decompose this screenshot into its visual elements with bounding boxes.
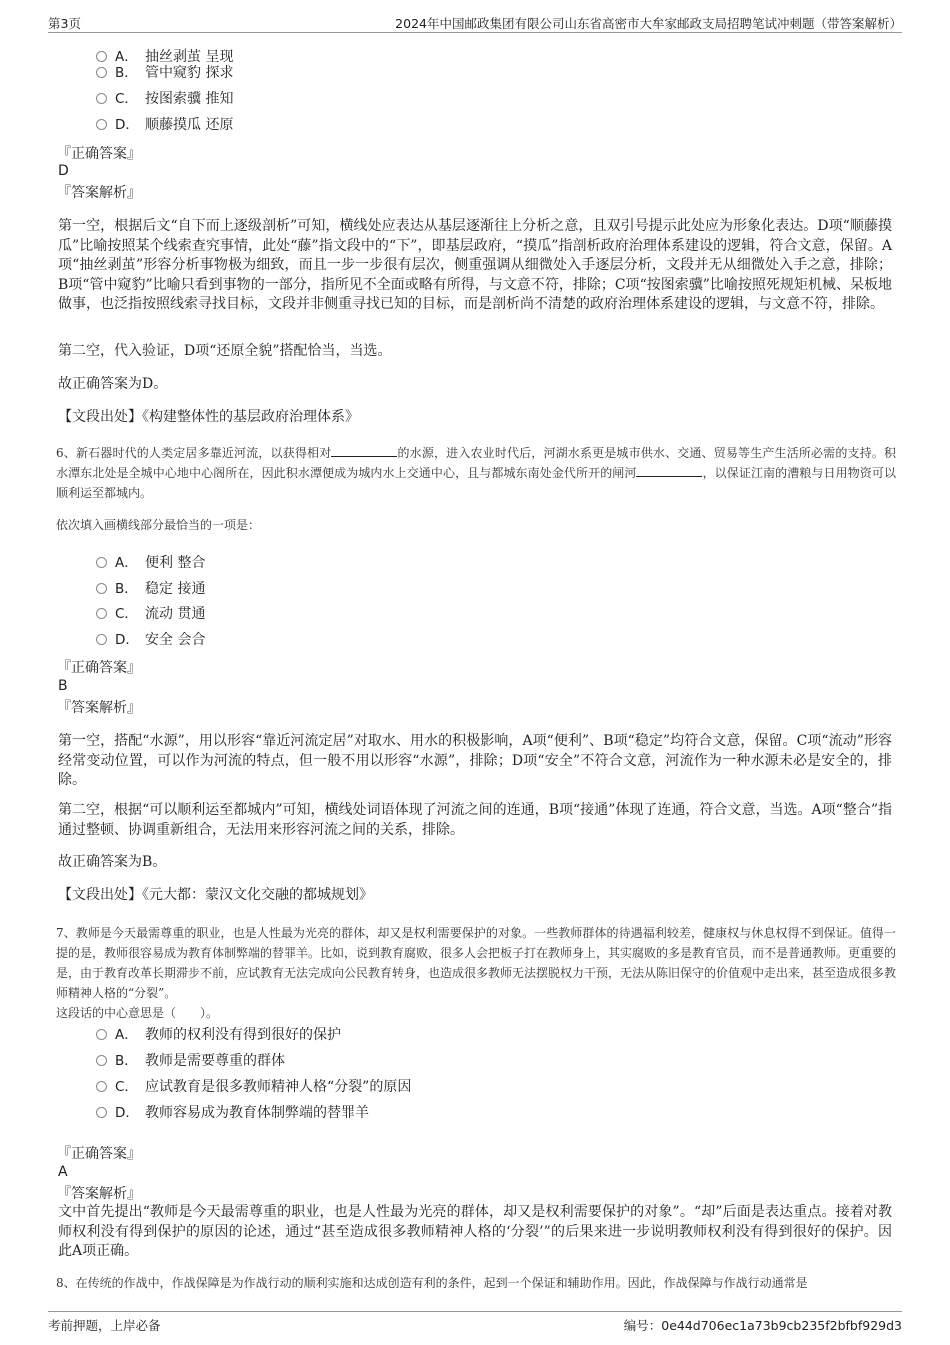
q7-prompt: 这段话的中心意思是（ ）。 (56, 1006, 219, 1020)
radio-icon[interactable] (96, 557, 107, 568)
q7-option-c[interactable]: C． 应试教育是很多教师精神人格“分裂”的原因 (96, 1078, 411, 1096)
radio-icon[interactable] (96, 634, 107, 645)
q7-answer: A (58, 1164, 68, 1180)
q7-question: 7、教师是今天最需尊重的职业，也是人性最为光亮的群体，却又是权利需要保护的对象。一些教师群体的待遇福利较差，健康权与休息权得不到保证。值得一提的是，教师很容易成为教育体制弊端的替罪羊。比如，说到教育腐败，很多人会把板子打在教师身上，其实腐败的多是教育官员，而不是普通教师。更重要的是，由于教育改革长期滞步不前，应试教育无法完成向公民教育转身，也造成很多教师无法摆脱权力干预，无法从陈旧保守的价值观中走出来，甚至造成很多教师精神人格的“分裂”。 (56, 926, 897, 1000)
radio-icon[interactable] (96, 1055, 107, 1066)
q7-analysis: 文中首先提出“教师是今天最需尊重的职业，也是人性最为光亮的群体，却又是权利需要保护的对象”。“却”后面是表达重点。接着对教师权利没有得到保护的原因的论述，通过“甚至造成很多教师精神人格的‘分裂’”的后果来进一步说明教师权利没有得到很好的保护。因此A项正确。 (58, 1204, 892, 1259)
q6-analysis-p3: 故正确答案为B。 (58, 854, 167, 870)
q5-option-a[interactable]: A． 抽丝剥茧 呈现 (96, 48, 233, 66)
q5-analysis-p1: 第一空，根据后文“自下而上逐级剖析”可知，横线处应表达从基层逐渐往上分析之意，且双引号提示此处应为形象化表达。D项“顺藤摸瓜”比喻按照某个线索查究事情，此处“藤”指文段中的“下”，即基层政府，“摸瓜”指剖析政府治理体系建设的逻辑，符合文意，保留。A项“抽丝剥茧”形容分析事物极为细致，而且一步一步很有层次，侧重强调从细微处入手逐层分析，文段并无从细微处入手之意，排除；B项“管中窥豹”比喻只看到事物的一部分，指所见不全面或略有所得，与文意不符，排除；C项“按图索骥”比喻按照死规矩机械、呆板地做事，也泛指按照线索寻找目标，文段并非侧重寻找已知的目标，而是剖析尚不清楚的政府治理体系建设的逻辑，与文意不符，排除。 (58, 218, 892, 312)
q5-source: 【文段出处】《构建整体性的基层政府治理体系》 (58, 409, 359, 425)
q6-analysis-p1: 第一空，搭配“水源”，用以形容“靠近河流定居”对取水、用水的积极影响，A项“便利”、B项“稳定”均符合文意，保留。C项“流动”形容经常变动位置，可以作为河流的特点，但一般不用以形容“水源”，排除；D项“安全”不符合文意，河流作为一种水源未必是安全的，排除。 (58, 733, 892, 788)
document-id: 编号：0e44d706ec1a73b9cb235f2bfbf929d3 (623, 1318, 902, 1333)
page-number: 第3页 (48, 16, 81, 31)
q6-option-a[interactable]: A． 便利 整合 (96, 554, 205, 572)
q5-option-d[interactable]: D． 顺藤摸瓜 还原 (96, 116, 233, 134)
q6-analysis-label: 『答案解析』 (57, 700, 141, 716)
q7-option-b[interactable]: B． 教师是需要尊重的群体 (96, 1052, 285, 1070)
q8-question: 8、在传统的作战中，作战保障是为作战行动的顺利实施和达成创造有利的条件，起到一个保证和辅助作用。因此，作战保障与作战行动通常是 (56, 1276, 808, 1290)
q5-analysis-label: 『答案解析』 (57, 185, 141, 201)
q6-option-d[interactable]: D． 安全 会合 (96, 631, 205, 649)
page-header (48, 12, 902, 33)
q6-prompt: 依次填入画横线部分最恰当的一项是： (56, 518, 261, 532)
q7-analysis-label: 『答案解析』 (57, 1186, 141, 1202)
radio-icon[interactable] (96, 51, 107, 62)
q5-option-b[interactable]: B． 管中窥豹 探求 (96, 64, 233, 82)
radio-icon[interactable] (96, 1081, 107, 1092)
fill-blank (636, 464, 702, 477)
q7-option-d[interactable]: D． 教师容易成为教育体制弊端的替罪羊 (96, 1104, 369, 1122)
radio-icon[interactable] (96, 608, 107, 619)
page-footer (48, 1311, 902, 1334)
radio-icon[interactable] (96, 67, 107, 78)
radio-icon[interactable] (96, 93, 107, 104)
radio-icon[interactable] (96, 1029, 107, 1040)
q5-option-c[interactable]: C． 按图索骥 推知 (96, 90, 233, 108)
radio-icon[interactable] (96, 1107, 107, 1118)
fill-blank (331, 444, 397, 457)
q6-question: 6、新石器时代的人类定居多靠近河流，以获得相对 的水源，进入农业时代后，河湖水系更是城市供水、交通、贸易等生产生活所必需的支持。积水潭东北处是全城中心地中心阁所在，因此积水潭便成为城内水上交通中心，且与都城东南处金代所开的闸河 ，以保证江南的漕粮与日用物资可以顺利运至都城内。 (56, 446, 896, 500)
q6-analysis-p2: 第二空，根据“可以顺利运至都城内”可知，横线处词语体现了河流之间的连通，B项“接通”体现了连通，符合文意，当选。A项“整合”指通过整顿、协调重新组合，无法用来形容河流之间的关系，排除。 (58, 802, 892, 838)
q6-source: 【文段出处】《元大都：蒙汉文化交融的都城规划》 (58, 887, 373, 903)
q5-analysis-p2: 第二空，代入验证，D项“还原全貌”搭配恰当，当选。 (58, 343, 392, 359)
q7-answer-label: 『正确答案』 (57, 1146, 141, 1162)
document-title: 2024年中国邮政集团有限公司山东省高密市大牟家邮政支局招聘笔试冲刺题（带答案解析） (395, 16, 902, 31)
q5-analysis-p3: 故正确答案为D。 (58, 376, 168, 392)
q6-option-c[interactable]: C． 流动 贯通 (96, 605, 205, 623)
q5-answer: D (58, 163, 69, 179)
q6-option-b[interactable]: B． 稳定 接通 (96, 580, 205, 598)
radio-icon[interactable] (96, 119, 107, 130)
radio-icon[interactable] (96, 583, 107, 594)
footer-slogan: 考前押题，上岸必备 (48, 1318, 161, 1333)
q7-option-a[interactable]: A． 教师的权利没有得到很好的保护 (96, 1026, 341, 1044)
q5-answer-label: 『正确答案』 (57, 146, 141, 162)
q6-answer-label: 『正确答案』 (57, 660, 141, 676)
q6-answer: B (58, 678, 68, 694)
